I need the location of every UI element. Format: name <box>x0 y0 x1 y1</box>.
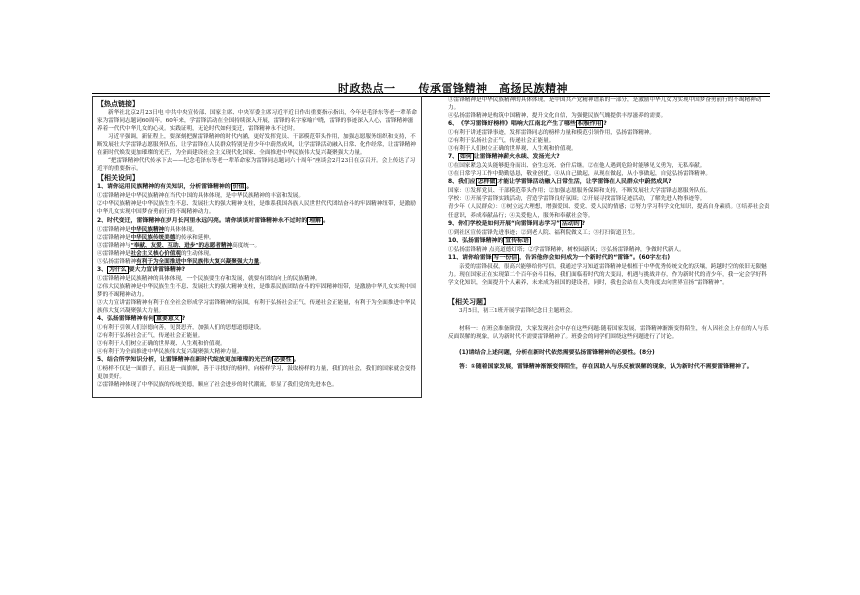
answer-6-2: ②有利于弘扬社会正气，传递社会正能量。 <box>448 138 555 145</box>
hot-paragraph-1: 新华社北京2月23日电 中共中央宣传部、国家主席、中央军委主席习近平近日作出重要指示指出，今年是毛泽东等老一辈革命家为雷锋同志题词60周年。60年来，学雷锋活动在全国持续深入开展，雷锋的名字家喻户晓，雷锋的事迹深入人心，雷锋精神滋养着一代代中华儿女的心灵。实践证明，无论时代如何变迁，雷锋精神永不过时。 <box>97 110 417 133</box>
exercise-question-1: (1)请结合上述问题，分析在新时代依然需要弘扬雷锋精神的必要性。(8分) <box>459 349 655 356</box>
answer-2-4 <box>97 250 417 258</box>
page-title: 时政热点一 传承雷锋精神 高扬民族精神 <box>338 82 568 95</box>
answer-2-5 <box>97 258 417 266</box>
question-text: 要大力宣讲雷锋精神? <box>128 266 186 273</box>
question-text: ? <box>181 315 186 322</box>
question-7 <box>448 153 770 162</box>
answer-11-1: 亲爱的雷锋叔叔，很高兴能够给你写信，我通过学习知道雷锋精神是根植于中华优秀传统文化的沃壤，跨越时空的依旧无限魅力。现在国家正在实现第二个百年奋斗目标，我们面临着时代的大变局，机遇与挑战并存，作为新时代的青少年，我一定会学好科学文化知识，全面提升个人素养，未来成为祖国的建设者，同时，我也会站在人类角度去向世界宣扬“雷锋精神”。 <box>448 263 767 286</box>
underlined-key: “奉献、友爱、互助、进步”的志愿者精神 <box>130 242 233 249</box>
answer-8-nation: 国家：①发挥党员、干部模范带头作用；②加强志愿服务保障和支持，不断发展壮大学雷锋志愿服务队伍。 <box>448 188 711 195</box>
answer-3-1: ①雷锋精神是民族精神的具体体现，一个民族要生存和发展，就要有团结向上的民族精神。 <box>97 275 321 282</box>
keyword-box: 理解 <box>309 217 322 224</box>
keyword-box: 为什么 <box>109 266 127 273</box>
question-1 <box>97 183 417 192</box>
answer-text: 的具体体现。 <box>164 226 198 233</box>
right-column <box>448 96 770 516</box>
answer-5-1: ①榜样不仅是一面旗子，而且是一面旗帜，善于寻找好的榜样，向榜样学习，汲取榜样的力量，我们的社会，我们的国家就会变得更加美好。 <box>97 366 416 381</box>
keyword-box: 必要性 <box>273 357 292 364</box>
question-6 <box>448 120 770 129</box>
answer-7-1: ①在国家紧急关头能够挺身而出、奋生忘死、奋什后继。②在他人遇到危险时能够见义勇为，无私奉献。 <box>448 163 706 170</box>
keyword-box: 活动的 <box>561 220 580 227</box>
keyword-box: 如何 <box>460 154 472 161</box>
answer-4-4: ④有利于为全面推进中华民族伟大复兴凝聚强大精神力量。 <box>97 349 243 356</box>
answer-text: 的生动体现。 <box>180 250 215 257</box>
answer-3-3: ③大力宣讲雷锋精神有利于在全社会形成学习雷锋精神的氛围，有利于弘扬社会正气，传递社会正能量，有利于为全面推进中华民族伟大复兴凝聚强大力量。 <box>97 299 416 314</box>
question-text: 11、请你给雷锋 <box>448 254 492 261</box>
question-5 <box>97 356 417 365</box>
question-text: 1、请你运用民族精神的有关知识，分析雷锋精神的 <box>97 184 231 191</box>
exercise-intro: 3月5日，初三1班开展学雷锋纪念日主题班会。 <box>459 307 576 314</box>
hot-paragraph-3: “把雷锋精神代代传承下去——纪念毛泽东等老一辈革命家为雷锋同志题词六十周年”座谈会2月23日在京召开。会上传达了习近平的重要指示。 <box>97 158 416 173</box>
answer-2-2 <box>97 234 417 242</box>
underlined-key: 中华民族传统美德 <box>130 234 176 241</box>
exercise-answer-1: 答：①随着国家发展，雷锋精神渐渐变得陌生，存在因助人与乐反被误解的现象，认为新时代不需要雷锋精神了。 <box>459 363 753 370</box>
question-text: ? <box>581 220 586 227</box>
answer-4-2: ②有利于弘扬社会正气，传递社会正能量。 <box>97 333 204 340</box>
answer-8-school: 学校：①开展学雷锋实践活动，营造学雷锋良好氛围；②开展寻找雷锋足迹活动，了解先进人物事迹等。 <box>448 196 706 203</box>
answer-text: 高度统一。 <box>232 242 261 249</box>
answer-text: 。 <box>259 258 265 265</box>
answer-6-3: ③有利于人们树立正确的世界观、人生观和价值观。 <box>448 146 577 153</box>
keyword-box: 写一份信 <box>493 254 518 261</box>
question-text: 。 <box>293 357 300 364</box>
question-text: 让雷锋精神薪火永续、发扬光大? <box>473 154 560 161</box>
keyword-box: 价值 <box>232 184 245 191</box>
answer-2-1 <box>97 226 417 234</box>
answer-10-1: ①弘扬雷锋精神 点亮道德灯塔；②学雷锋精神，树校园新风；③弘扬雷锋精神，争做时代新人。 <box>448 246 685 253</box>
answer-5-3: ③雷锋精神是中华民族精神的具体体现，是中国共产党精神谱系的一部分，是激励中华儿女为实现中国梦奋勇前行的不竭精神动力。 <box>448 97 762 112</box>
question-text: 8、我们应 <box>448 179 476 186</box>
underlined-key: 有利于为全面推进中华民族伟大复兴凝聚强大力量 <box>136 258 260 265</box>
keyword-box: 怎样做 <box>477 179 496 186</box>
answer-4-1: ①有利于引领人们崇德向善，见贤思齐，加强人们的思想道德建设。 <box>97 324 265 331</box>
exercises-heading: 【相关习题】 <box>448 297 490 306</box>
question-8 <box>448 178 770 187</box>
question-text: 2、时代变迁，雷锋精神在岁月长河里永远闪亮。请你谈谈对雷锋精神永不过时的 <box>97 217 308 224</box>
answer-text: ⑤弘扬雷锋精神 <box>97 258 137 265</box>
hot-paragraph-2: 习近平强调，新征程上，要深刻把握雷锋精神的时代内涵，更好发挥党员、干部模范带头作用，加强志愿服务组织和支持，不断发展壮大学雷锋志愿服务队伍，让学雷锋在人民群众特别是青少年中蔚然成风，让学雷锋活动融入日常、化作经常，让雷锋精神在新时代焕发更加璀璨的光芒，为全面建设社会主义现代化国家、全面推进中华民族伟大复兴凝聚强大力量。 <box>97 134 416 157</box>
question-text: 7、 <box>448 154 458 161</box>
question-text: 3、 <box>97 266 107 273</box>
question-text: 5、结合所学知识分析，让雷锋精神在新时代绽放更加璀璨的光芒的 <box>97 357 272 364</box>
question-end: 。 <box>323 217 329 224</box>
answer-9-1: ①到社区宣传雷锋先进事迹；②到老人院、福利院做义工；③打扫街道卫生。 <box>448 229 639 236</box>
answer-4-3: ③有利于人们树立正确的世界观、人生观和价值观。 <box>97 341 226 348</box>
answer-2-3 <box>97 242 417 250</box>
title-rule-top <box>92 93 770 94</box>
question-11 <box>448 254 770 263</box>
answer-1-1: ①雷锋精神是中华民族精神在当代中国的具体体现，是中华民族精神的丰富和发展。 <box>97 193 304 200</box>
answer-3-2: ②伟大民族精神是中华民族生生不息、发展壮大的强大精神支柱，是维系民族团结奋斗的牢固精神纽带，是激励中华儿女实现中国梦的不竭精神动力。 <box>97 283 416 298</box>
question-text: 6、《学习雷锋好榜样》唱响大江南北产生了哪些 <box>448 121 576 128</box>
question-text: 10、弘扬雷锋精神的 <box>448 237 504 244</box>
question-3 <box>97 266 417 275</box>
question-9 <box>448 220 770 229</box>
keyword-box: 宣传标语 <box>505 237 529 244</box>
answer-text: ②雷锋精神是 <box>97 234 131 241</box>
question-text: ，告诉他你会如何成为一个新时代的“雷锋”。(60字左右) <box>519 254 671 261</box>
question-2 <box>97 217 417 226</box>
related-questions-heading: 【相关设问】 <box>97 174 139 183</box>
answer-7-2: ③在日常学习工作中勤勤恳恳，敬业创优。④从自己做起，从现在做起，从小事做起，自觉弘扬雷锋精神。 <box>448 171 711 178</box>
underlined-key: 中华民族精神 <box>130 226 165 233</box>
question-text: ? <box>603 121 607 128</box>
answer-text: ④雷锋精神是 <box>97 250 131 257</box>
underlined-key: 社会主义核心价值观 <box>130 250 181 257</box>
hot-link-heading: 【热点链接】 <box>97 100 139 108</box>
answer-text: ①雷锋精神是 <box>97 226 131 233</box>
answer-6-1: ①有利于讲述雷锋事迹，发挥雷锋同志的榜样力量和模范引领作用，弘扬雷锋精神。 <box>448 130 655 137</box>
answer-8-youth: 青少年（人民群众）：①树立远大理想，增强爱国、爱党、爱人民的情感；②努力学习科学文化知识，提高自身素质。③培养社会责任意识，养成奉献品行；④关爱他人，服务和奉献社会等。 <box>448 204 770 219</box>
question-text: 才能让学雷锋活动融入日常生活，让学雷锋在人民群众中蔚然成风? <box>497 179 672 186</box>
answer-1-2: ②中华民族精神是中华民族生生不息、发展壮大的强大精神支柱，是维系我国各族人民世世代代团结奋斗的牢固精神纽带，是激励中华儿女实现中国梦奋勇前行的不竭精神动力。 <box>97 201 416 216</box>
keyword-box: 积极作用 <box>577 121 602 128</box>
answer-5-4: ④弘扬雷锋精神是构筑中国精神，提升文化自信，为强健民族气魄提供丰厚滋养的需要。 <box>448 113 667 120</box>
exercise-material-1: 材料一：在班会准备阶段，大家发现社会中存在这些问题:随着国家发展，雷锋精神渐渐变得陌生，有人因社会上存在的人与乐反面误解的现象，认为新时代不需要雷锋精神了。班委会的同学们围绕这些问题进行了讨论。 <box>448 325 769 340</box>
question-end: 。 <box>246 184 253 191</box>
left-column <box>92 96 422 398</box>
keyword-box: 重要意义 <box>156 315 180 322</box>
question-text: 4、弘扬雷锋精神有何 <box>97 315 155 322</box>
question-text: 9、你们学校是如何开展“向雷锋同志学习” <box>448 220 560 227</box>
answer-5-2: ②雷锋精神体现了中华民族的传统美德，顺应了社会进步的时代潮流，彰显了我们党的先进本色。 <box>97 382 338 389</box>
question-4 <box>97 315 417 324</box>
answer-text: ③雷锋精神与 <box>97 242 131 249</box>
answer-text: 的传承和延伸。 <box>175 234 215 241</box>
question-10 <box>448 237 770 246</box>
